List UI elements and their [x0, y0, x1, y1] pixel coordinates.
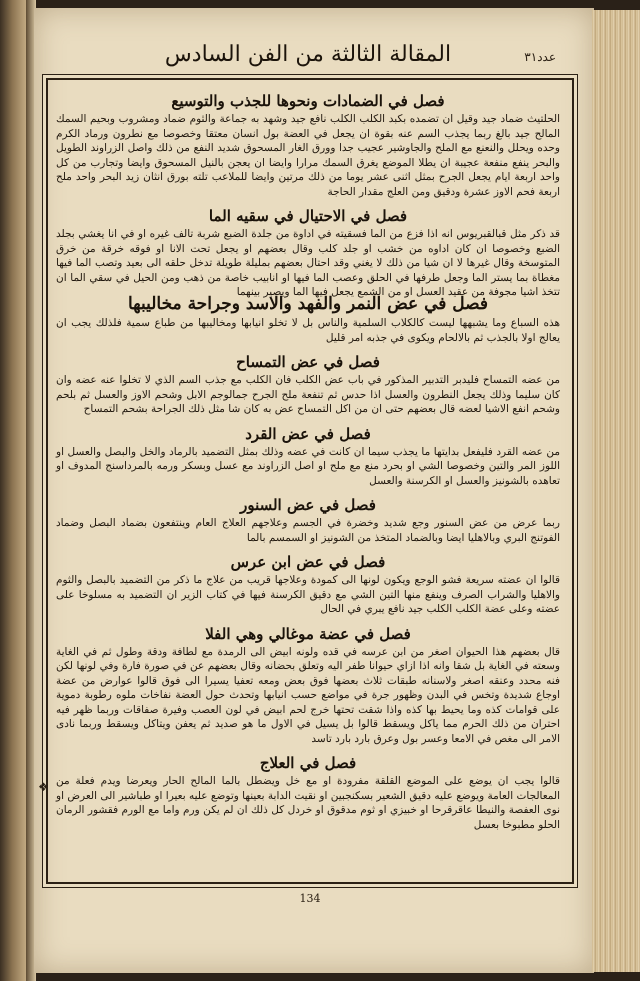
section-title: فصل في عض القرد	[245, 424, 371, 443]
section-body: من عضه القرد فليفعل بدايتها ما يجذب سيما ان كانت في عضه وذلك بمثل التضميد بالرماد والخل والبصل والعسل او اللوز المر والتين وخصوصا الشي او بحرد منع مع ملح او اصل الزراوند مع عسل وبسكر ورمه بالمرداسنج المدوف او تعاهده بالشونيز والعسل او الكرسنة والعسل	[56, 445, 560, 487]
running-head	[48, 36, 568, 76]
page-number: عدد۳۱	[524, 50, 556, 64]
section-body: قالوا يجب ان يوضع على الموضع القلقة مفرودة او مع خل ويضطل بالما المالح الحار ويعرضا ويدم فعلة من المعالجات العامة ويوضع عليه دقيق الشعير بسكنجبين او نقيت الدابة بعينها وتوضع عليه بعيرا او طباشير الى العرض او نوى العفصة والنيطا عاقرقرحا او خبيزي او ثوم مدقوق او خردل كل ذلك ان لم يكن ورم واما مع الورم فقشور الرمان الحلو مطبوخا بعسل	[56, 775, 560, 831]
section-crocodile	[56, 351, 560, 417]
text-block	[56, 90, 560, 880]
section-title: فصل في الضمادات ونحوها للجذب والتوسيع	[171, 92, 445, 110]
section-body: قال بعضهم هذا الحيوان اصغر من ابن عرسه في قده ولونه ابيض الى الرمدة مع لطافة ودقة وطول ثم في الغاية وسعته في الغاية بل شقا وانه اذا ازاي حيوانا طفر اليه وتعلق بحضانه وقال بعضهم عن في صورة فارة وفي لونها لكن فنه محدد وعنقه اصغر ولاسنانه طبقات ثلاث بعضها فوق بعض ومعه تعفيا يسيرا الى فوق قالوا عوارض من عضة اوجاع شديدة وتخس في البدن وظهور جرة في مواضع حسب انيابها وتحدث حول العضة نفاخات ملوه رطوبة دموية على قوامات كذه وما يحيط بها كذه واذا شقت تحتها خرج لحم ابيض في لون العصب وفيرة صفاقات وربما ظهر فيه احتران من ذلك الحرم مما ياكل ويسقط قالوا بل يسيل في الاول ما هو صديد ثم يعفن ويتاكل ويسقط وربما نادى الامر الى مغص في الامعا وعسر بول وعرق بارد بارد تاسد	[56, 645, 560, 745]
folio-number: 134	[299, 892, 321, 905]
section-monkey	[56, 423, 560, 489]
section-body: هذه السباع وما يشبهها ليست كالكلاب السلمية والناس بل لا تخلو انيابها ومخاليبها من طباع سمية فلذلك يجب ان يعالج اولا بالجذب ثم بالالحام ويكوى في جذبه امر قليل	[56, 317, 560, 344]
section-title: فصل في عض السنور	[240, 496, 376, 514]
section-title: فصل في عض ابن عرس	[230, 553, 386, 571]
section-dressings	[56, 90, 560, 199]
section-cat	[56, 494, 560, 545]
facing-page-edge	[0, 0, 28, 981]
section-body: قالوا ان عضته سريعة فشو الوجع ويكون لونها الى كمودة وعلاجها قريب من علاج ما ذكر من التضميد بالبصل والثوم والاهليا والشراب الصرف وينفع منها التين الشي مع دقيق الكرسنة فيها في كتاب الزير ان التضميد به مسلوخا على عضته وعلى عضة الكلب الكلب جيد نافع يبري في الحال	[56, 574, 560, 615]
section-body: الحلتيث ضماد جيد وقيل ان تضمده بكبد الكلب الكلب نافع جيد وشهد به جماعة والثوم ضماد ومشروب وبحيم السمك المالح جيد بالغ ربما يجذب السم عنه بقوة ان يجعل في العضة بول انسان معتقا وخصوصا مع نطرون ورماد الكرم وحده ويحلل والنعنع مع الملح والجاوشير عجيب جدا وورق الغار المسحوق شديد النفع من ذلك واصل الزراوند الطويل والبحر ينفع منفعة عجيبة ان يطلا الموضع يغرق السمك مرارا وايضا ان يعجن بالنيل المسحوق وايضا وتجارب من كل واحد اربعة ايام يجعل الجرح بمثل اثنى عشر يوما من ذلك مرتين وايضا للملاعب تلته بورق انثان زيد البحر واحد ملح اربعة فحم الاوز عشرة ودقيق ومن العلج مقدار الحاجة	[56, 113, 560, 198]
section-water-trick	[56, 205, 560, 298]
section-title: فصل في عضة موغالي وهي الفلا	[205, 624, 411, 643]
section-title: فصل في العلاج	[259, 754, 357, 772]
section-treatment	[56, 752, 560, 832]
section-title: فصل في عض التمساح	[236, 353, 380, 371]
section-leopard-lion	[56, 292, 560, 345]
section-body: ربما عرض من عض السنور وجع شديد وخضرة في الجسم وعلاجهم العلاج العام وينتفعون بضماد البصل وضماد الفوتنج البري وبالاهليا ايضا وبالضماد المتخذ من الشونيز او السمسم بالما	[56, 517, 560, 544]
margin-ornament: ❖	[38, 780, 49, 794]
section-weasel	[56, 551, 560, 617]
page-fore-edge	[592, 10, 640, 972]
section-title: فصل في الاحتيال في سقيه الما	[208, 207, 408, 225]
section-body: من عضه التمساح فليدبر التدبير المذكور في باب عض الكلب فان الكلب مع جذب السم الذي لا تخلوا عنه عضه وان كان سليما وذلك يجعل النطرون والعسل اذا حدس ثم تنفعة ملح الجرح جمالوجم الابل وشحم الاوز والعسل ثم بلحم وشحم انفع الاشيا لعضه قال بعضهم حتى ان من اكل التمساح عض به كان شا مثل ذلك الجراحة بشحم التمساح	[56, 374, 560, 415]
section-body: قد ذكر مثل قبالقبريوس انه اذا فزع من الما فسقيته في اداوة من جلدة الضبع شربة تالف غيره او في انا يغشي بجلد الضبع وخصوصا ان كان اداوه من خشب او جلد كلب وقال بعضهم او يجعل تحت الانا او فوقه خرقة من خرق المتوسخة وقال غيرها لا ان شيا من ذلك لا يغني وقد احتال بعضهم بمليلة طويلة تدخل حلقه الى بعيد وتصب الما فيها مغطاة بما يستر الما وجعل طرفها في الحلق وعصب الما فيها او انابيب خاصة من ذهب ومن الحيل في سقي الما ان تتخذ اشيا مجوفة من عقيد العسل او من الشمع يجعل فيها الما ويصير بينهما	[56, 228, 560, 298]
section-shrew	[56, 623, 560, 747]
section-title: فصل في عض النمر والفهد والاسد وجراحة مخاليبها	[127, 294, 489, 314]
running-title: المقالة الثالثة من الفن السادس	[164, 42, 452, 67]
